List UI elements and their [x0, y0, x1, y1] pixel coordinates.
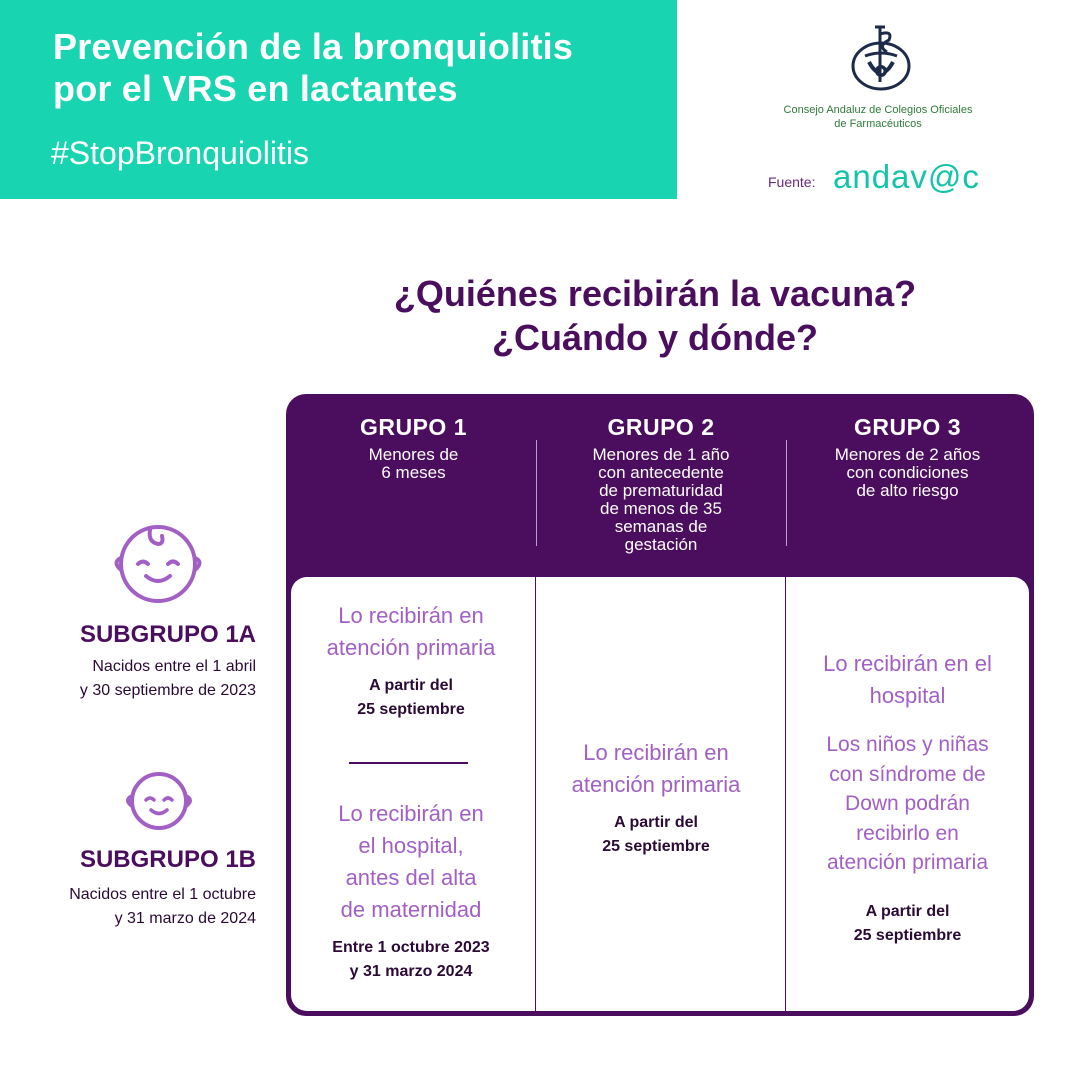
header-divider	[786, 440, 787, 546]
cell-place-line: Lo recibirán en	[338, 801, 484, 826]
group2-desc-line: con antecedente	[598, 463, 724, 482]
cell-note-line: con síndrome de	[829, 762, 986, 786]
cell-note-line: Los niños y niñas	[826, 733, 989, 756]
newborn-face-icon	[120, 768, 198, 832]
subgroup-desc-line: Nacidos entre el 1 octubre	[69, 886, 256, 903]
cell-group3	[786, 648, 1029, 948]
cell-note-line: Down podrán	[845, 792, 970, 815]
question-line1: ¿Quiénes recibirán la vacuna?	[393, 273, 917, 314]
group1-name: GRUPO 1	[359, 414, 468, 440]
cell-place	[536, 737, 776, 801]
group3-desc-line: Menores de 2 años	[834, 445, 981, 464]
group3-desc	[786, 446, 1029, 500]
group3-desc-line: con condiciones	[846, 463, 969, 482]
subgroup-1b-title: SUBGRUPO 1B	[79, 846, 256, 873]
cell-when	[786, 900, 1029, 948]
subgroup-separator	[349, 762, 468, 764]
cell-group1-subgroup1a	[291, 600, 531, 722]
group2-desc-line: Menores de 1 año	[592, 445, 730, 464]
cell-when-line: y 31 marzo 2024	[349, 963, 473, 980]
subgroup-desc-line: Nacidos entre el 1 abril	[92, 658, 256, 675]
cell-place-line: atención primaria	[571, 772, 741, 797]
cell-when-line: 25 septiembre	[853, 926, 962, 944]
source-label: Fuente:	[768, 174, 816, 190]
group2-header	[536, 412, 786, 554]
page-title-line2: por el VRS en lactantes	[53, 68, 458, 109]
cell-note-line: atención primaria	[826, 851, 989, 874]
subgroup-1a-desc	[80, 655, 256, 703]
baby-face-icon	[108, 518, 208, 608]
group3-name: GRUPO 3	[853, 414, 962, 440]
cell-place-line: atención primaria	[326, 635, 496, 660]
cell-place	[291, 798, 531, 926]
subgroup-desc-line: y 30 septiembre de 2023	[79, 682, 256, 699]
cell-when-line: A partir del	[614, 814, 698, 831]
cell-place-line: antes del alta	[345, 865, 477, 890]
group1-desc-line: Menores de	[368, 445, 459, 464]
header-divider	[536, 440, 537, 546]
cell-place-line: Lo recibirán en	[583, 740, 729, 765]
cell-when	[291, 936, 531, 984]
cell-when-line: 25 septiembre	[602, 838, 710, 855]
group2-desc-line: de prematuridad	[599, 481, 723, 500]
question-line2: ¿Cuándo y dónde?	[492, 317, 818, 358]
org-name	[768, 103, 988, 131]
cell-when-line: A partir del	[865, 902, 950, 920]
main-question	[330, 272, 980, 360]
subgroup-1a-title: SUBGRUPO 1A	[79, 621, 256, 648]
page-title	[53, 26, 573, 110]
hashtag: #StopBronquiolitis	[51, 135, 309, 171]
header-banner	[0, 0, 677, 199]
source-brand-logo: andav@c	[833, 158, 980, 195]
cell-place-line: de maternidad	[340, 897, 482, 922]
group2-desc	[536, 446, 786, 554]
cell-when-line: Entre 1 octubre 2023	[332, 939, 490, 956]
group2-desc-line: gestación	[624, 535, 698, 554]
cell-place-line: hospital	[869, 683, 946, 708]
cell-place	[291, 600, 531, 664]
group2-name: GRUPO 2	[607, 414, 715, 440]
group2-desc-line: semanas de	[614, 517, 708, 536]
cell-place-line: Lo recibirán en el	[823, 651, 992, 676]
cell-place-line: el hospital,	[358, 833, 464, 858]
group1-desc	[291, 446, 536, 482]
group1-header	[291, 412, 536, 482]
cell-place-line: Lo recibirán en	[338, 603, 484, 628]
cell-note	[786, 730, 1029, 878]
org-name-line1: Consejo Andaluz de Colegios Oficiales	[783, 104, 973, 116]
org-name-line2: de Farmacéuticos	[834, 118, 922, 130]
page-title-line1: Prevención de la bronquiolitis	[53, 26, 574, 67]
group2-desc-line: de menos de 35	[600, 499, 722, 518]
cell-when	[291, 674, 531, 722]
pharmacy-caduceus-logo-icon	[849, 24, 913, 92]
cell-group1-subgroup1b	[291, 798, 531, 984]
cell-place	[786, 648, 1029, 712]
cell-note-line: recibirlo en	[856, 821, 959, 845]
group3-header	[786, 412, 1029, 500]
subgroup-desc-line: y 31 marzo de 2024	[114, 910, 256, 927]
cell-group2	[536, 737, 776, 859]
subgroup-1b-desc	[69, 883, 256, 931]
cell-when-line: A partir del	[369, 677, 453, 694]
cell-when-line: 25 septiembre	[357, 701, 465, 718]
group1-desc-line: 6 meses	[381, 463, 446, 482]
group3-desc-line: de alto riesgo	[856, 481, 959, 500]
cell-when	[536, 811, 776, 859]
